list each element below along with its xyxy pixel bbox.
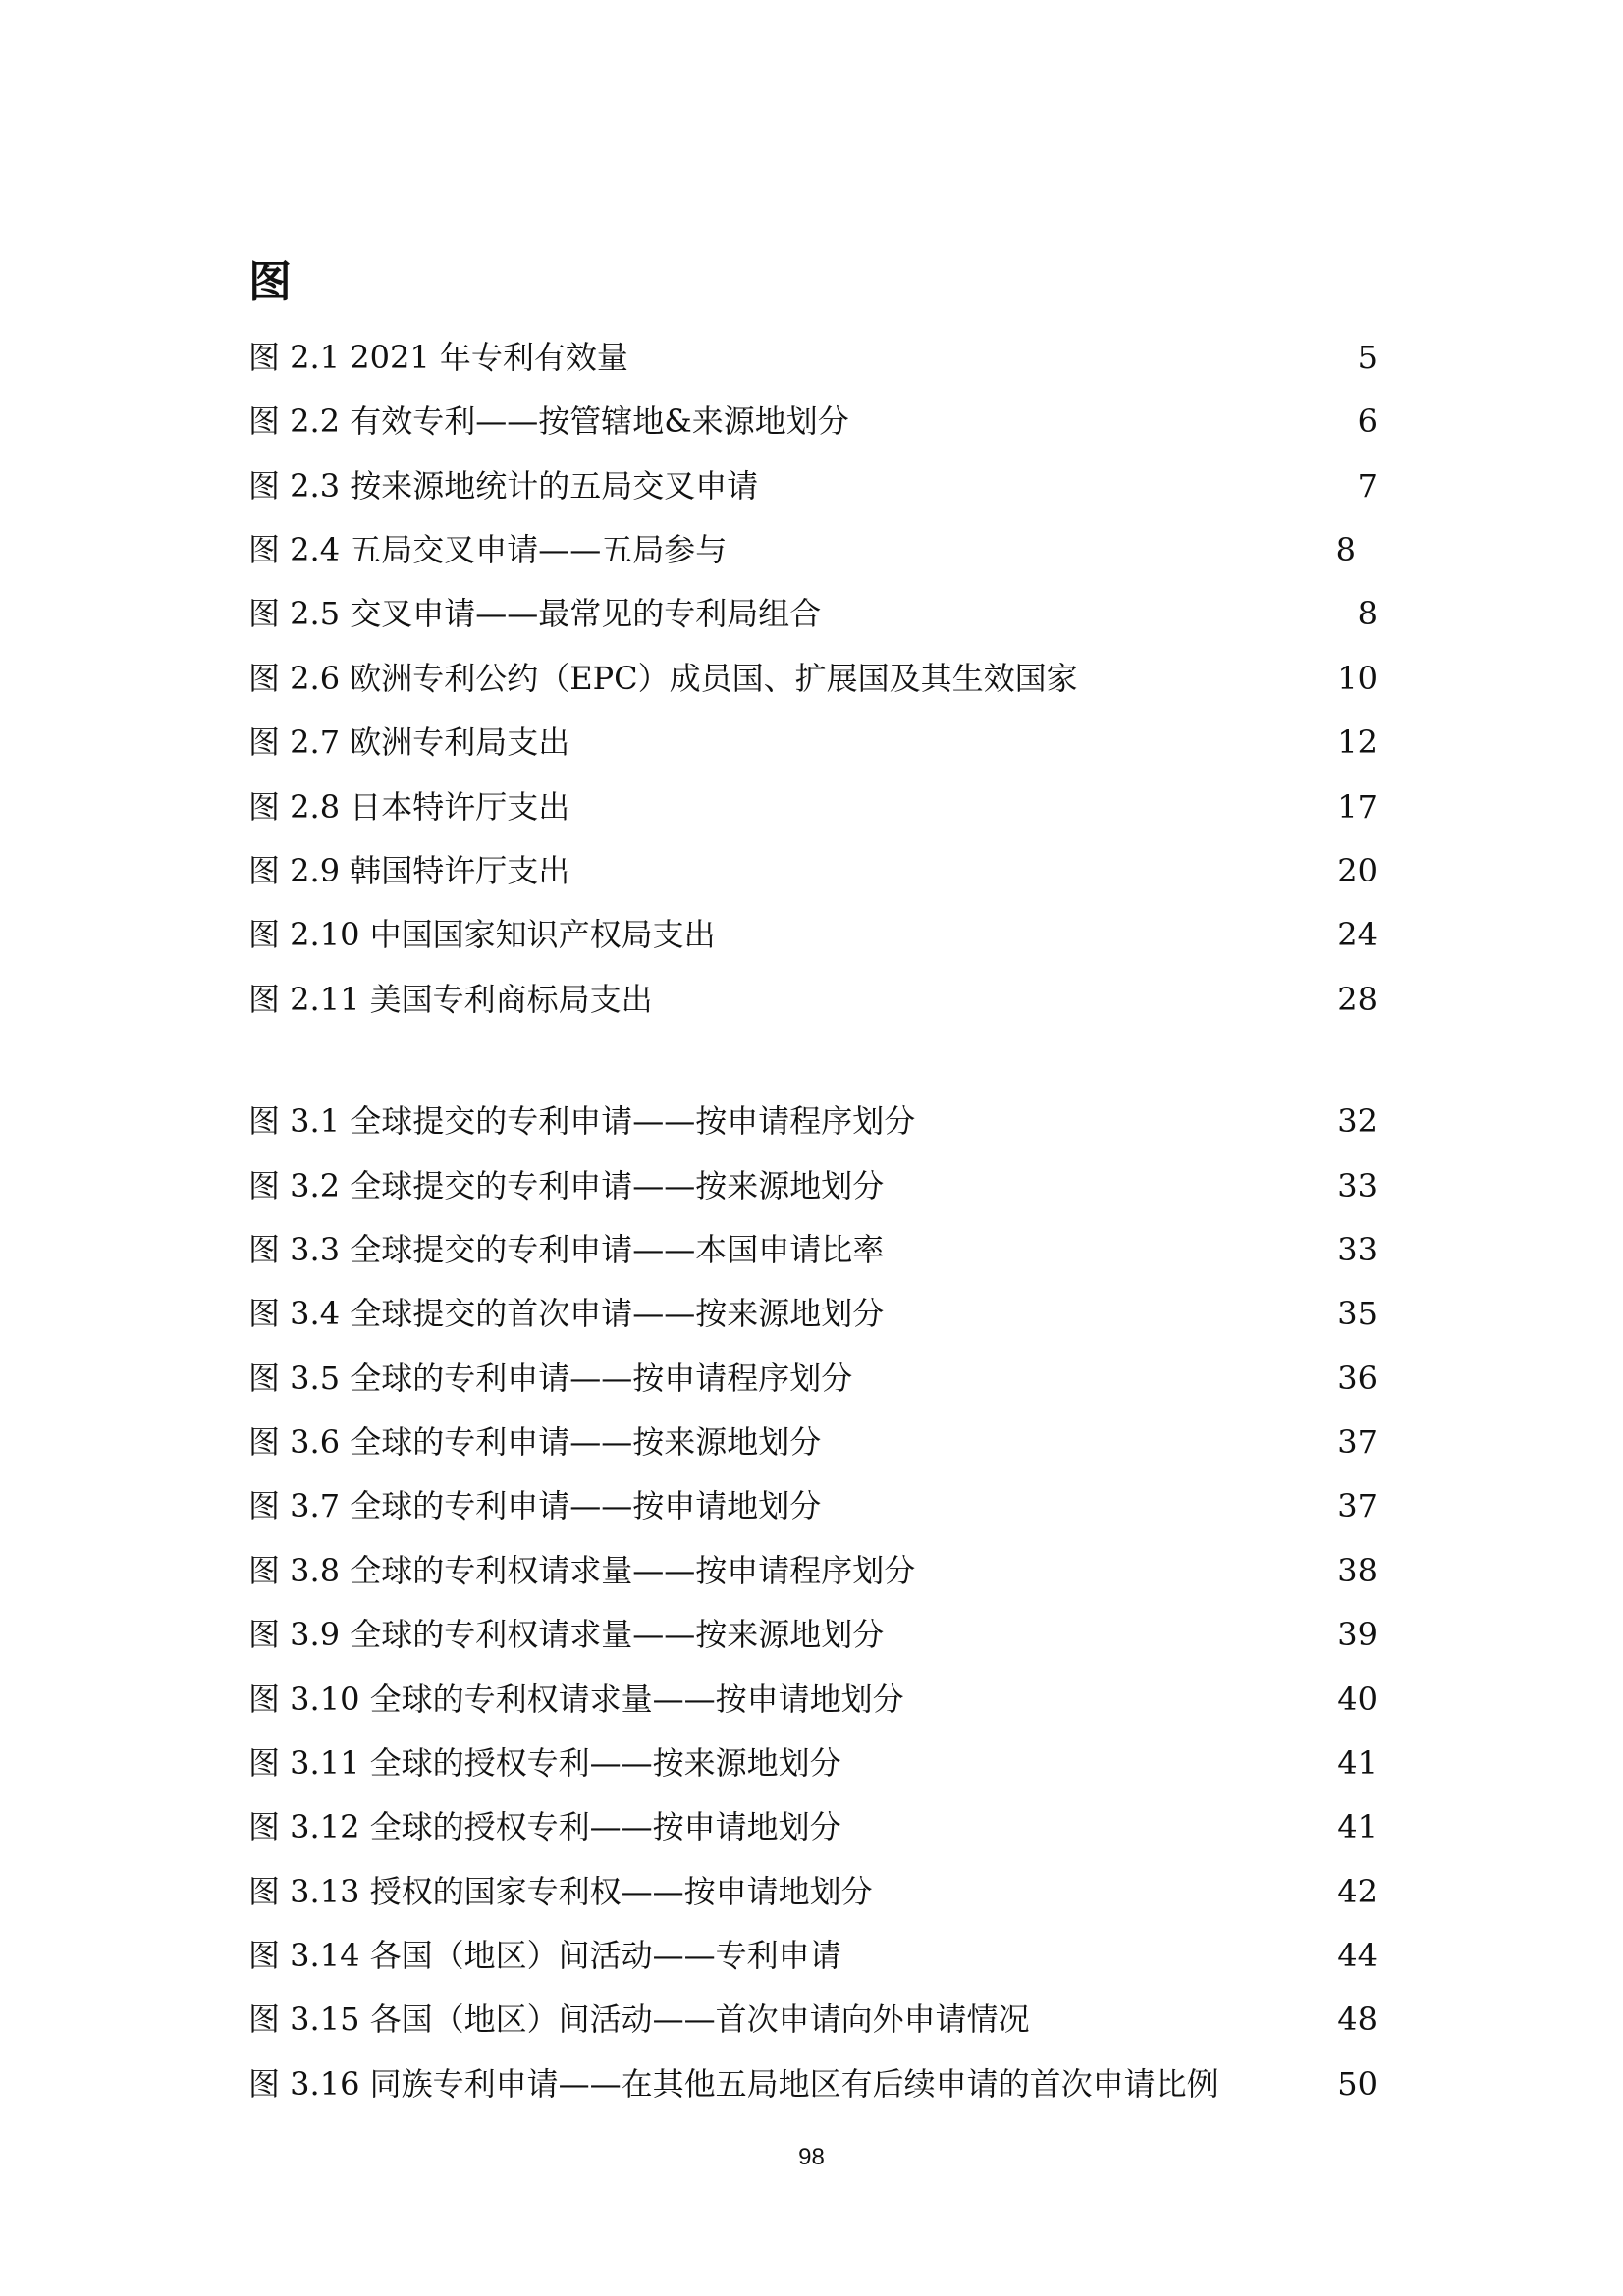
toc-entry-label: 图 3.1 全球提交的专利申请——按申请程序划分 <box>248 1102 916 1140</box>
toc-entry[interactable] <box>248 1225 1378 1274</box>
toc-entry-page: 40 <box>1337 1681 1378 1718</box>
toc-entry-page: 41 <box>1337 1808 1378 1845</box>
toc-entry-label: 图 3.7 全球的专利申请——按申请地划分 <box>248 1487 822 1524</box>
toc-entry-label: 图 3.13 授权的国家专利权——按申请地划分 <box>248 1873 873 1910</box>
page-number: 98 <box>798 2144 825 2170</box>
toc-entry-label: 图 3.9 全球的专利权请求量——按来源地划分 <box>248 1616 885 1653</box>
toc-entry[interactable] <box>248 1802 1378 1851</box>
toc-entry-page: 33 <box>1337 1167 1378 1204</box>
toc-entry[interactable] <box>248 1995 1378 2044</box>
toc-entry[interactable] <box>248 1931 1378 1980</box>
toc-entry-page: 7 <box>1357 467 1378 505</box>
toc-entry[interactable] <box>248 1161 1378 1210</box>
toc-entry-page: 8 <box>1335 531 1356 568</box>
toc-entry-label: 图 2.7 欧洲专利局支出 <box>248 723 570 761</box>
toc-entry-page: 8 <box>1357 595 1378 632</box>
toc-entry-label: 图 3.10 全球的专利权请求量——按申请地划分 <box>248 1681 904 1718</box>
toc-entry-page: 36 <box>1337 1360 1378 1397</box>
toc-entry-label: 图 2.11 美国专利商标局支出 <box>248 981 653 1018</box>
toc-entry-label: 图 3.11 全球的授权专利——按来源地划分 <box>248 1744 841 1782</box>
toc-entry-page: 35 <box>1337 1295 1378 1332</box>
toc-entry[interactable] <box>248 333 1378 382</box>
toc-entry[interactable] <box>248 975 1378 1024</box>
toc-entry-page: 32 <box>1337 1102 1378 1140</box>
toc-entry-page: 39 <box>1337 1616 1378 1653</box>
toc-entry-page: 10 <box>1337 660 1378 697</box>
toc-entry-page: 37 <box>1337 1487 1378 1524</box>
toc-entry[interactable] <box>248 1289 1378 1338</box>
toc-entry[interactable] <box>248 1481 1378 1530</box>
toc-entry-label: 图 2.4 五局交叉申请——五局参与 <box>248 531 728 568</box>
toc-entry[interactable] <box>248 525 1378 574</box>
toc-entry[interactable] <box>248 718 1378 767</box>
toc-entry-label: 图 3.3 全球提交的专利申请——本国申请比率 <box>248 1231 885 1268</box>
toc-entry[interactable] <box>248 654 1378 703</box>
toc-entry[interactable] <box>248 1867 1378 1916</box>
toc-entry[interactable] <box>248 461 1378 510</box>
toc-heading: 图 <box>248 257 292 307</box>
toc-entry-page: 20 <box>1337 852 1378 889</box>
toc-entry-label: 图 3.5 全球的专利申请——按申请程序划分 <box>248 1360 853 1397</box>
toc-entry-label: 图 3.16 同族专利申请——在其他五局地区有后续申请的首次申请比例 <box>248 2065 1218 2103</box>
toc-entry-page: 41 <box>1337 1744 1378 1782</box>
toc-entry-label: 图 3.4 全球提交的首次申请——按来源地划分 <box>248 1295 885 1332</box>
toc-entry-page: 44 <box>1337 1937 1378 1974</box>
toc-entry-label: 图 2.9 韩国特许厅支出 <box>248 852 570 889</box>
toc-entry-label: 图 2.10 中国国家知识产权局支出 <box>248 916 716 953</box>
toc-entry-page: 48 <box>1337 2001 1378 2038</box>
toc-entry[interactable] <box>248 1610 1378 1659</box>
toc-entry-page: 33 <box>1337 1231 1378 1268</box>
toc-entry-label: 图 3.2 全球提交的专利申请——按来源地划分 <box>248 1167 885 1204</box>
toc-entry-page: 12 <box>1337 723 1378 761</box>
toc-entry-page: 17 <box>1337 788 1378 826</box>
toc-entry-label: 图 2.5 交叉申请——最常见的专利局组合 <box>248 595 822 632</box>
toc-entry-page: 38 <box>1337 1552 1378 1589</box>
toc-entry-label: 图 2.2 有效专利——按管辖地&来源地划分 <box>248 402 849 440</box>
toc-entry-page: 6 <box>1357 402 1378 440</box>
toc-entry-label: 图 2.3 按来源地统计的五局交叉申请 <box>248 467 759 505</box>
toc-entry[interactable] <box>248 1738 1378 1788</box>
toc-entry-label: 图 2.1 2021 年专利有效量 <box>248 339 628 376</box>
toc-entry-label: 图 2.8 日本特许厅支出 <box>248 788 570 826</box>
toc-entry[interactable] <box>248 589 1378 638</box>
toc-entry[interactable] <box>248 397 1378 446</box>
toc-entry-page: 37 <box>1337 1423 1378 1461</box>
toc-entry-label: 图 3.12 全球的授权专利——按申请地划分 <box>248 1808 841 1845</box>
toc-entry[interactable] <box>248 1675 1378 1724</box>
toc-entry[interactable] <box>248 1354 1378 1403</box>
toc-entry-page: 28 <box>1337 981 1378 1018</box>
toc-entry[interactable] <box>248 1417 1378 1467</box>
toc-entry-label: 图 2.6 欧洲专利公约（EPC）成员国、扩展国及其生效国家 <box>248 660 1078 697</box>
toc-entry-label: 图 3.15 各国（地区）间活动——首次申请向外申请情况 <box>248 2001 1030 2038</box>
toc-entry[interactable] <box>248 782 1378 831</box>
toc-entry[interactable] <box>248 1096 1378 1146</box>
toc-entry-label: 图 3.14 各国（地区）间活动——专利申请 <box>248 1937 841 1974</box>
toc-entry-page: 42 <box>1337 1873 1378 1910</box>
toc-entry-page: 24 <box>1337 916 1378 953</box>
toc-entry[interactable] <box>248 846 1378 895</box>
toc-entry[interactable] <box>248 1546 1378 1595</box>
toc-entry[interactable] <box>248 910 1378 959</box>
toc-entry-label: 图 3.8 全球的专利权请求量——按申请程序划分 <box>248 1552 916 1589</box>
toc-entry-label: 图 3.6 全球的专利申请——按来源地划分 <box>248 1423 822 1461</box>
toc-entry-page: 50 <box>1337 2065 1378 2103</box>
toc-entry-page: 5 <box>1357 339 1378 376</box>
toc-entry[interactable] <box>248 2059 1378 2109</box>
